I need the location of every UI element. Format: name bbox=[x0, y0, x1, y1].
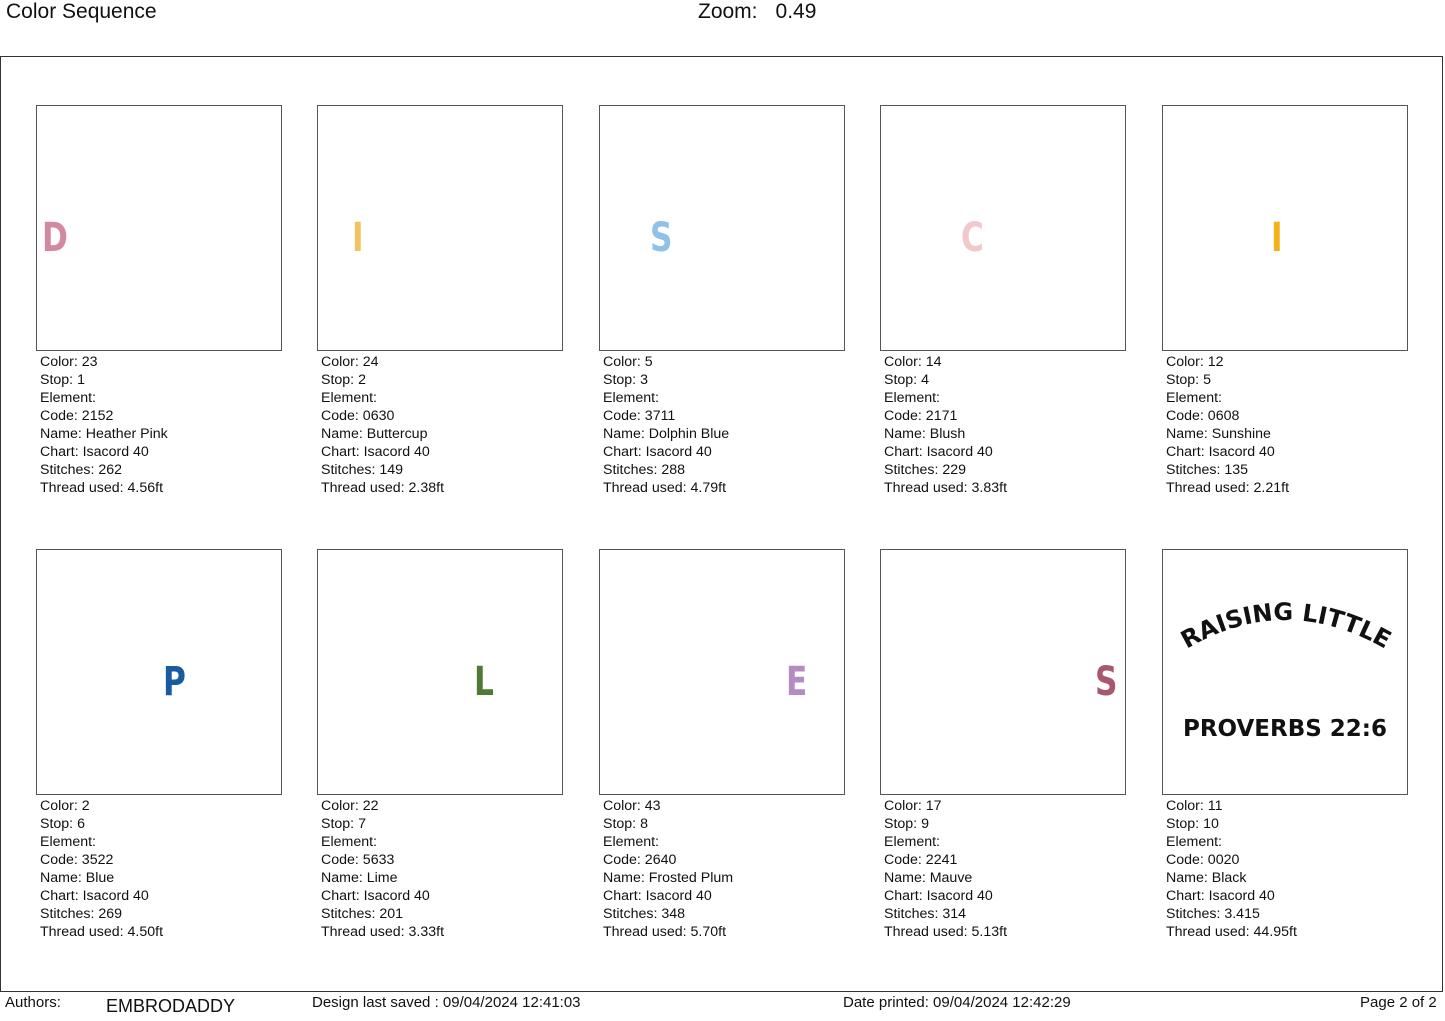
info-stop: Stop: 4 bbox=[884, 372, 929, 388]
zoom-value: 0.49 bbox=[775, 0, 817, 23]
preview-letter: D bbox=[42, 215, 68, 261]
info-stitches: Stitches: 229 bbox=[884, 462, 967, 478]
stitch-preview bbox=[317, 549, 563, 795]
color-stop-card bbox=[36, 549, 282, 941]
info-name: Name: Blush bbox=[884, 426, 966, 442]
thread-info bbox=[880, 353, 1126, 497]
stitch-preview bbox=[880, 105, 1126, 351]
info-chart: Chart: Isacord 40 bbox=[40, 888, 149, 904]
info-name: Name: Dolphin Blue bbox=[603, 426, 730, 442]
color-stop-card bbox=[36, 105, 282, 497]
info-code: Code: 2171 bbox=[884, 408, 958, 424]
color-stop-card bbox=[599, 105, 845, 497]
thread-info bbox=[880, 797, 1126, 941]
stitch-preview bbox=[599, 105, 845, 351]
preview-letter: S bbox=[1095, 659, 1118, 705]
info-code: Code: 2152 bbox=[40, 408, 114, 424]
info-stitches: Stitches: 314 bbox=[884, 906, 967, 922]
info-color: Color: 43 bbox=[603, 798, 661, 814]
info-element: Element: bbox=[40, 834, 96, 850]
info-color: Color: 22 bbox=[321, 798, 379, 814]
info-chart: Chart: Isacord 40 bbox=[1166, 888, 1275, 904]
info-stop: Stop: 9 bbox=[884, 816, 929, 832]
zoom-label: Zoom: bbox=[698, 0, 758, 23]
info-stitches: Stitches: 262 bbox=[40, 462, 123, 478]
color-stop-card bbox=[1162, 549, 1408, 941]
stitch-preview bbox=[880, 549, 1126, 795]
info-code: Code: 3711 bbox=[603, 408, 676, 424]
info-stitches: Stitches: 201 bbox=[321, 906, 404, 922]
info-name: Name: Lime bbox=[321, 870, 398, 886]
info-thread: Thread used: 44.95ft bbox=[1166, 924, 1297, 940]
info-thread: Thread used: 2.21ft bbox=[1166, 480, 1290, 496]
info-thread: Thread used: 5.70ft bbox=[603, 924, 727, 940]
preview-letter: S bbox=[650, 215, 673, 261]
info-color: Color: 5 bbox=[603, 354, 653, 370]
preview-letter: I bbox=[352, 215, 364, 261]
info-thread: Thread used: 4.50ft bbox=[40, 924, 164, 940]
color-stop-card bbox=[1162, 105, 1408, 497]
preview-text-art bbox=[1163, 550, 1407, 794]
thread-info bbox=[599, 797, 845, 941]
info-stop: Stop: 8 bbox=[603, 816, 648, 832]
info-name: Name: Frosted Plum bbox=[603, 870, 734, 886]
info-stop: Stop: 6 bbox=[40, 816, 85, 832]
info-stop: Stop: 3 bbox=[603, 372, 648, 388]
stitch-preview bbox=[36, 549, 282, 795]
color-stop-card bbox=[880, 549, 1126, 941]
info-element: Element: bbox=[1166, 834, 1222, 850]
straight-text-line: PROVERBS 22:6 bbox=[1182, 716, 1388, 742]
info-color: Color: 17 bbox=[884, 798, 942, 814]
date-printed: Date printed: 09/04/2024 12:42:29 bbox=[843, 994, 1071, 1011]
info-stitches: Stitches: 3.415 bbox=[1166, 906, 1260, 922]
info-chart: Chart: Isacord 40 bbox=[603, 444, 712, 460]
info-stop: Stop: 5 bbox=[1166, 372, 1211, 388]
info-thread: Thread used: 2.38ft bbox=[321, 480, 445, 496]
info-name: Name: Black bbox=[1166, 870, 1247, 886]
info-element: Element: bbox=[603, 390, 659, 406]
info-code: Code: 0608 bbox=[1166, 408, 1240, 424]
thread-info bbox=[1162, 353, 1408, 497]
info-code: Code: 3522 bbox=[40, 852, 114, 868]
info-code: Code: 0630 bbox=[321, 408, 395, 424]
preview-letter: P bbox=[163, 659, 186, 705]
thread-info bbox=[1162, 797, 1408, 941]
info-thread: Thread used: 4.79ft bbox=[603, 480, 727, 496]
info-color: Color: 24 bbox=[321, 354, 379, 370]
info-name: Name: Buttercup bbox=[321, 426, 428, 442]
info-color: Color: 23 bbox=[40, 354, 98, 370]
info-color: Color: 11 bbox=[1166, 798, 1223, 814]
info-code: Code: 2640 bbox=[603, 852, 677, 868]
stitch-preview bbox=[36, 105, 282, 351]
arc-text-line: RAISING LITTLE bbox=[1176, 597, 1396, 655]
info-element: Element: bbox=[40, 390, 96, 406]
info-chart: Chart: Isacord 40 bbox=[884, 444, 993, 460]
info-code: Code: 5633 bbox=[321, 852, 395, 868]
preview-letter: I bbox=[1271, 215, 1283, 261]
info-chart: Chart: Isacord 40 bbox=[884, 888, 993, 904]
preview-letter: C bbox=[961, 215, 984, 261]
info-code: Code: 0020 bbox=[1166, 852, 1240, 868]
info-color: Color: 12 bbox=[1166, 354, 1224, 370]
info-chart: Chart: Isacord 40 bbox=[40, 444, 149, 460]
color-stop-card bbox=[317, 549, 563, 941]
info-chart: Chart: Isacord 40 bbox=[1166, 444, 1275, 460]
info-element: Element: bbox=[1166, 390, 1222, 406]
info-stitches: Stitches: 269 bbox=[40, 906, 123, 922]
info-stitches: Stitches: 288 bbox=[603, 462, 686, 478]
info-element: Element: bbox=[321, 834, 377, 850]
page-number: Page 2 of 2 bbox=[1360, 994, 1437, 1011]
thread-info bbox=[36, 797, 282, 941]
thread-info bbox=[317, 797, 563, 941]
zoom-readout bbox=[698, 0, 816, 24]
info-stitches: Stitches: 135 bbox=[1166, 462, 1249, 478]
design-last-saved: Design last saved : 09/04/2024 12:41:03 bbox=[312, 994, 581, 1011]
thread-info bbox=[599, 353, 845, 497]
info-code: Code: 2241 bbox=[884, 852, 958, 868]
thread-info bbox=[36, 353, 282, 497]
info-stop: Stop: 7 bbox=[321, 816, 366, 832]
info-thread: Thread used: 4.56ft bbox=[40, 480, 164, 496]
authors-value: EMBRODADDY bbox=[106, 996, 236, 1016]
info-color: Color: 2 bbox=[40, 798, 90, 814]
info-color: Color: 14 bbox=[884, 354, 942, 370]
color-stop-card bbox=[880, 105, 1126, 497]
info-stop: Stop: 2 bbox=[321, 372, 366, 388]
page-footer bbox=[0, 994, 1445, 1021]
info-name: Name: Sunshine bbox=[1166, 426, 1271, 442]
info-element: Element: bbox=[884, 834, 940, 850]
info-name: Name: Blue bbox=[40, 870, 115, 886]
info-name: Name: Heather Pink bbox=[40, 426, 168, 442]
stitch-preview bbox=[1162, 105, 1408, 351]
info-stop: Stop: 1 bbox=[40, 372, 85, 388]
info-stitches: Stitches: 348 bbox=[603, 906, 686, 922]
page-title: Color Sequence bbox=[6, 0, 157, 23]
info-element: Element: bbox=[884, 390, 940, 406]
info-thread: Thread used: 3.33ft bbox=[321, 924, 445, 940]
thread-info bbox=[317, 353, 563, 497]
info-chart: Chart: Isacord 40 bbox=[321, 444, 430, 460]
preview-letter: L bbox=[474, 659, 494, 705]
stitch-preview bbox=[599, 549, 845, 795]
stitch-preview bbox=[317, 105, 563, 351]
info-element: Element: bbox=[321, 390, 377, 406]
preview-letter: E bbox=[786, 659, 808, 705]
info-name: Name: Mauve bbox=[884, 870, 973, 886]
info-chart: Chart: Isacord 40 bbox=[603, 888, 712, 904]
info-thread: Thread used: 5.13ft bbox=[884, 924, 1008, 940]
authors-label: Authors: bbox=[5, 994, 61, 1011]
color-stop-card bbox=[599, 549, 845, 941]
color-stop-card bbox=[317, 105, 563, 497]
info-stop: Stop: 10 bbox=[1166, 816, 1219, 832]
info-element: Element: bbox=[603, 834, 659, 850]
info-chart: Chart: Isacord 40 bbox=[321, 888, 430, 904]
stitch-preview bbox=[1162, 549, 1408, 795]
info-stitches: Stitches: 149 bbox=[321, 462, 404, 478]
info-thread: Thread used: 3.83ft bbox=[884, 480, 1008, 496]
